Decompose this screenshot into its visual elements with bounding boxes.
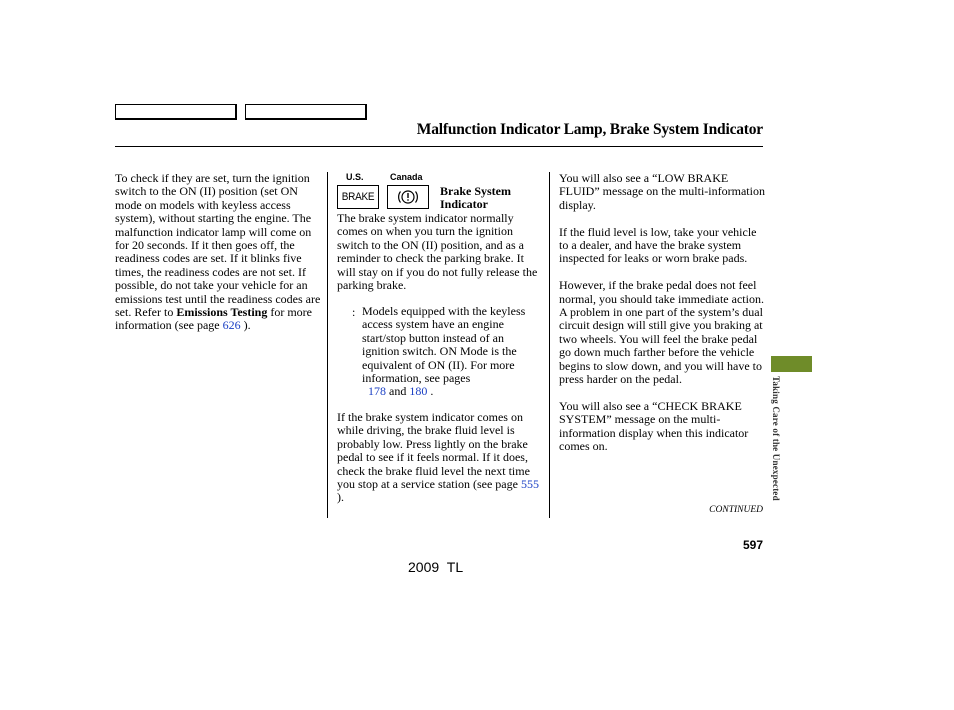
brake-system-indicator-heading (440, 185, 540, 212)
column-2-lower (337, 411, 543, 505)
column-2 (337, 212, 543, 292)
paragraph-readiness-codes (115, 172, 321, 333)
nav-button-index[interactable] (245, 104, 367, 120)
section-tab[interactable] (771, 356, 812, 372)
para2-close: ). (337, 490, 344, 505)
paragraph-pedal-not-normal: However, if the brake pedal does not feel normal, you should take immediate action. A problem in one part of the system’s dual circuit design will still give you braking at two wheels. You will feel the brake pedal go down much farther before the vehicle begins to slow down, and you will have to press harder on the pedal. (559, 278, 764, 387)
continued-label: CONTINUED (709, 505, 763, 515)
column-1 (115, 172, 321, 333)
note-period: . (430, 384, 434, 399)
heading-line-2: Indicator (440, 197, 488, 212)
column-divider-2 (549, 172, 550, 518)
keyless-note-text: Models equipped with the keyless access system have an engine start/stop button instead of an ignition switch. ON Mode is the equivalent of ON (II). For more information, see pages (362, 304, 526, 386)
column-divider-1 (327, 172, 328, 518)
readiness-codes-text: To check if they are set, turn the ignition switch to the ON (II) position (set ON mode on models with keyless access system), without starting the engine. The malfunction indicator lamp will come on for 20 seconds. If it then goes off, the readiness codes are set. If it blinks five times, the readiness codes are not set. If possible, do not take your vehicle for an emissions test until the readiness codes are set. Refer to (115, 171, 321, 320)
paragraph-check-brake-system: You will also see a “CHECK BRAKE SYSTEM” message on the multi-information display when this indicator comes on. (559, 398, 749, 454)
page-link-180[interactable]: 180 (409, 384, 428, 399)
page-number: 597 (742, 538, 763, 552)
note-colon: : (352, 305, 356, 319)
ref-close: ). (243, 318, 251, 333)
section-tab-label: Taking Care of the Unexpected (771, 376, 781, 501)
model-label: 2009 TL (408, 559, 464, 575)
label-us: U.S. (346, 172, 364, 182)
brake-indicator-text: BRAKE (341, 190, 375, 204)
title-rule (115, 146, 763, 147)
nav-button-main-menu[interactable] (115, 104, 237, 120)
page-title: Malfunction Indicator Lamp, Brake System Indicator (416, 121, 763, 138)
brake-warning-circle-icon (397, 188, 419, 206)
paragraph-low-brake-fluid-message: You will also see a “LOW BRAKE FLUID” message on the multi-information display. (559, 171, 765, 212)
note-and: and (389, 384, 407, 399)
keyless-note (362, 305, 544, 399)
column-3 (559, 172, 765, 453)
brake-fluid-text: If the brake system indicator comes on while driving, the brake fluid level is probably low. Press lightly on the brake pedal to see if it feels normal. If it does, check the brake fluid level the next time you stop at a service station (see page (337, 410, 530, 492)
ref-text: for more information (see page (115, 305, 313, 333)
brake-indicator-us (337, 185, 379, 209)
page-link-626[interactable]: 626 (222, 318, 241, 333)
brake-indicator-canada (387, 185, 429, 209)
emissions-testing-ref: Emissions Testing (176, 305, 268, 320)
paragraph-indicator-normal: The brake system indicator normally comes on when you turn the ignition switch to the ON (II) position, and as a reminder to check the parking brake. It will stay on if you do not fully release the parking brake. (337, 211, 538, 293)
paragraph-brake-fluid-low (337, 411, 543, 505)
page-link-555[interactable]: 555 (520, 477, 539, 492)
page-link-178[interactable]: 178 (368, 384, 386, 399)
heading-line-1: Brake System (440, 184, 511, 198)
label-canada: Canada (390, 172, 423, 182)
paragraph-fluid-level-low: If the fluid level is low, take your vehicle to a dealer, and have the brake system inspected for leaks or worn brake pads. (559, 224, 757, 266)
